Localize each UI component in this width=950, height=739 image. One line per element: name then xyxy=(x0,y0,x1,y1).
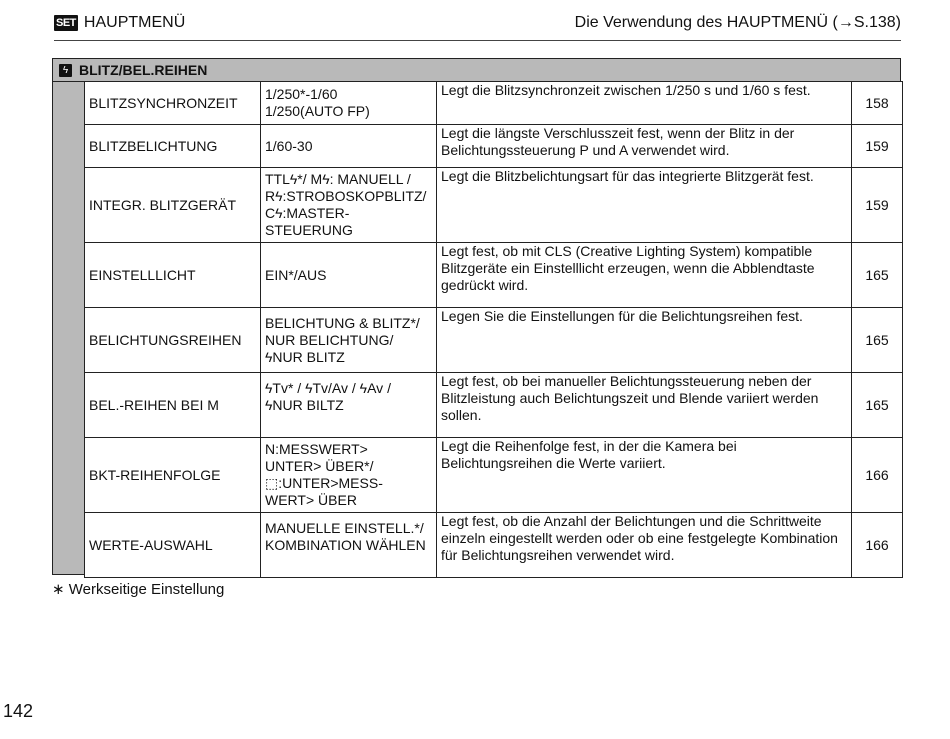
settings-table xyxy=(84,81,903,578)
footnote: ∗ Werkseitige Einstellung xyxy=(52,581,225,598)
setting-name: BEL.-REIHEN BEI M xyxy=(85,373,261,438)
setting-options xyxy=(261,308,437,373)
description-line: für Belichtungsreihen verwendet wird. xyxy=(441,547,675,563)
setting-description xyxy=(437,308,852,373)
option-line: NUR BELICHTUNG/ xyxy=(265,331,394,348)
description-line xyxy=(441,202,847,219)
setting-options xyxy=(261,168,437,243)
setting-description xyxy=(437,438,852,513)
page-reference: 165 xyxy=(852,308,903,373)
description-line xyxy=(441,342,847,359)
setting-description xyxy=(437,125,852,168)
option-line: ϟTv* / ϟTv/Av / ϟAv / xyxy=(265,379,391,396)
table-row xyxy=(85,513,903,578)
description-line: einzeln eingestellt werden oder ob eine festgelegte Kombination xyxy=(441,530,838,546)
page-reference: 159 xyxy=(852,168,903,243)
page-header xyxy=(54,14,901,41)
option-line: N:MESSWERT> xyxy=(265,441,368,457)
option-line: STEUERUNG xyxy=(265,222,353,238)
setting-options xyxy=(261,82,437,125)
setting-name: BKT-REIHENFOLGE xyxy=(85,438,261,513)
option-line: ϟNUR BLITZ xyxy=(265,348,345,365)
page-reference: 166 xyxy=(852,513,903,578)
option-line: 1/250*-1/60 xyxy=(265,86,338,102)
header-reference: Die Verwendung des HAUPTMENÜ (→S.138) xyxy=(574,14,901,31)
description-line: Legt fest, ob mit CLS (Creative Lighting System) kompatible xyxy=(441,243,813,259)
setting-description xyxy=(437,513,852,578)
description-line: Legt fest, ob die Anzahl der Belichtungen und die Schrittweite xyxy=(441,513,822,529)
page-reference: 165 xyxy=(852,243,903,308)
table-row xyxy=(85,308,903,373)
page-number: 142 xyxy=(3,701,34,721)
description-line: Blitzgeräte ein Einstelllicht erzeugen, wenn die Abblendtaste xyxy=(441,260,815,276)
table-row xyxy=(85,243,903,308)
option-line: TTLϟ*/ Mϟ: MANUELL / xyxy=(265,171,411,187)
flash-bracketing-section xyxy=(52,58,901,575)
option-line: MANUELLE EINSTELL.*/ xyxy=(265,519,424,536)
description-line xyxy=(441,185,847,202)
option-line: UNTER> ÜBER*/ xyxy=(265,458,374,474)
option-line: Rϟ:STROBOSKOPBLITZ/ xyxy=(265,188,427,204)
option-line: ⬚:UNTER>MESS- xyxy=(265,475,383,491)
setting-name: BLITZSYNCHRONZEIT xyxy=(85,82,261,125)
page-reference: 165 xyxy=(852,373,903,438)
option-line: Cϟ:MASTER- xyxy=(265,205,350,221)
flash-icon: ϟ xyxy=(59,64,72,77)
description-line: Blitzleistung auch Belichtungszeit und Blende variiert werden xyxy=(441,390,819,406)
setting-name: INTEGR. BLITZGERÄT xyxy=(85,168,261,243)
setting-description xyxy=(437,373,852,438)
option-line xyxy=(265,554,432,571)
option-line: 1/250(AUTO FP) xyxy=(265,103,370,119)
description-line xyxy=(441,325,847,342)
header-title: HAUPTMENÜ xyxy=(83,14,186,31)
option-line: ϟNUR BILTZ xyxy=(265,396,344,413)
setting-description xyxy=(437,168,852,243)
description-line: sollen. xyxy=(441,407,482,423)
description-line: Belichtungsreihen die Werte variiert. xyxy=(441,455,666,471)
option-line: EIN*/AUS xyxy=(265,266,327,283)
table-row xyxy=(85,438,903,513)
option-line: BELICHTUNG & BLITZ*/ xyxy=(265,314,420,331)
setting-name: WERTE-AUSWAHL xyxy=(85,513,261,578)
description-line xyxy=(441,489,847,506)
setting-description xyxy=(437,243,852,308)
option-line: KOMBINATION WÄHLEN xyxy=(265,536,426,553)
page-reference: 158 xyxy=(852,82,903,125)
setting-description xyxy=(437,82,852,125)
section-header xyxy=(53,59,900,82)
description-line: Legt die Blitzsynchronzeit zwischen 1/250 s und 1/60 s fest. xyxy=(441,82,811,98)
description-line: gedrückt wird. xyxy=(441,277,529,293)
page-reference: 166 xyxy=(852,438,903,513)
setting-name: EINSTELLLICHT xyxy=(85,243,261,308)
setting-options xyxy=(261,513,437,578)
description-line: Legt die Reihenfolge fest, in der die Kamera bei xyxy=(441,438,737,454)
description-line: Legen Sie die Einstellungen für die Belichtungsreihen fest. xyxy=(441,308,803,324)
setting-name: BLITZBELICHTUNG xyxy=(85,125,261,168)
header-left xyxy=(54,14,185,32)
table-row xyxy=(85,82,903,125)
table-row xyxy=(85,168,903,243)
table-row xyxy=(85,125,903,168)
option-line: 1/60-30 xyxy=(265,137,313,154)
description-line: Legt die Blitzbelichtungsart für das integrierte Blitzgerät fest. xyxy=(441,168,814,184)
description-line: Legt fest, ob bei manueller Belichtungssteuerung neben der xyxy=(441,373,812,389)
option-line: WERT> ÜBER xyxy=(265,492,357,508)
description-line xyxy=(441,472,847,489)
setting-options xyxy=(261,373,437,438)
description-line: Legt die längste Verschlusszeit fest, wenn der Blitz in der xyxy=(441,125,795,141)
option-line xyxy=(265,414,432,431)
setting-options xyxy=(261,438,437,513)
set-menu-icon: SET xyxy=(56,17,76,29)
description-line: Belichtungssteuerung P und A verwendet wird. xyxy=(441,142,730,158)
table-row xyxy=(85,373,903,438)
section-title: BLITZ/BEL.REIHEN xyxy=(79,62,208,78)
setting-options xyxy=(261,125,437,168)
setting-options xyxy=(261,243,437,308)
page-reference: 159 xyxy=(852,125,903,168)
setting-name: BELICHTUNGSREIHEN xyxy=(85,308,261,373)
description-line xyxy=(441,219,847,236)
